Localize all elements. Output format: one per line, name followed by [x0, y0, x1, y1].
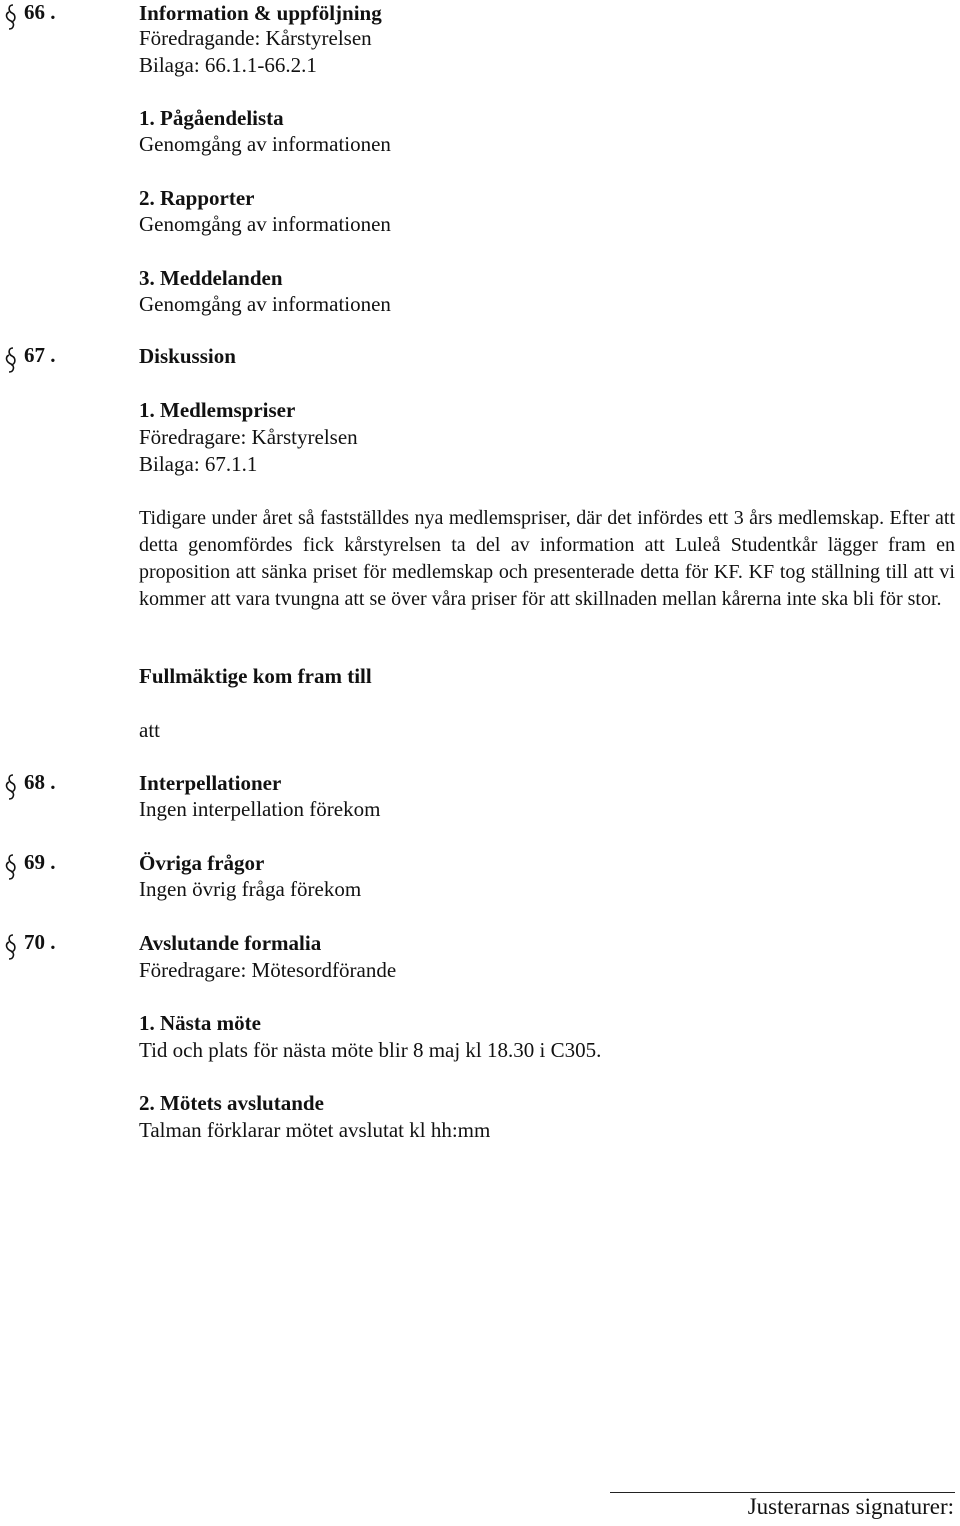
item-text: Tid och plats för nästa möte blir 8 maj kl 18.30 i C305.: [139, 1038, 602, 1062]
section-number: 66 .: [24, 0, 56, 24]
item-heading: 1. Pågåendelista: [139, 106, 284, 130]
decision-text: att: [139, 718, 160, 742]
item-heading: 1. Medlemspriser: [139, 398, 296, 422]
section-number: 68 .: [24, 770, 56, 794]
item-heading: 1. Nästa möte: [139, 1011, 261, 1035]
discussion-paragraph: Tidigare under året så fastställdes nya medlemspriser, där det infördes ett 3 års medlemskap. Efter att detta genomfördes fick kårstyrelsen ta del av information att Luleå Studentkår lägger fram en proposition att sänka priset för medlemskap och presenterade detta för KF. KF tog ställning till att vi kommer att vara tvungna att se över våra priser för att skillnaden mellan kårerna inte ska bli för stor.: [139, 507, 955, 610]
section-title: Interpellationer: [139, 771, 282, 795]
section-mark-icon: [4, 2, 18, 32]
section-title: Information & uppföljning: [139, 1, 382, 25]
section-69: [0, 850, 960, 910]
section-mark-icon: [4, 345, 18, 375]
presenter-line: Föredragare: Mötesordförande: [139, 958, 397, 982]
section-number: 69 .: [24, 850, 56, 874]
section-mark-icon: [4, 932, 18, 962]
item-text: Genomgång av informationen: [139, 132, 391, 156]
signature-line: [610, 1492, 955, 1493]
section-mark-icon: [4, 772, 18, 802]
section-67: [0, 343, 960, 753]
section-number: 70 .: [24, 930, 56, 954]
signature-label: Justerarnas signaturer:: [747, 1494, 954, 1519]
section-70: [0, 930, 960, 1150]
presenter-line: Föredragande: Kårstyrelsen: [139, 26, 372, 50]
section-title: Övriga frågor: [139, 851, 265, 875]
section-mark-icon: [4, 852, 18, 882]
section-text: Ingen övrig fråga förekom: [139, 877, 362, 901]
item-text: Genomgång av informationen: [139, 212, 391, 236]
attachment-line: Bilaga: 66.1.1-66.2.1: [139, 53, 317, 77]
presenter-line: Föredragare: Kårstyrelsen: [139, 425, 358, 449]
item-heading: 2. Mötets avslutande: [139, 1091, 324, 1115]
item-heading: 2. Rapporter: [139, 186, 255, 210]
item-heading: 3. Meddelanden: [139, 266, 283, 290]
item-text: Talman förklarar mötet avslutat kl hh:mm: [139, 1118, 491, 1142]
section-number: 67 .: [24, 343, 56, 367]
section-text: Ingen interpellation förekom: [139, 797, 381, 821]
item-text: Genomgång av informationen: [139, 292, 391, 316]
decision-heading: Fullmäktige kom fram till: [139, 664, 372, 688]
section-title: Avslutande formalia: [139, 931, 322, 955]
section-68: [0, 770, 960, 830]
attachment-line: Bilaga: 67.1.1: [139, 452, 258, 476]
section-title: Diskussion: [139, 344, 236, 368]
section-66: [0, 0, 960, 330]
